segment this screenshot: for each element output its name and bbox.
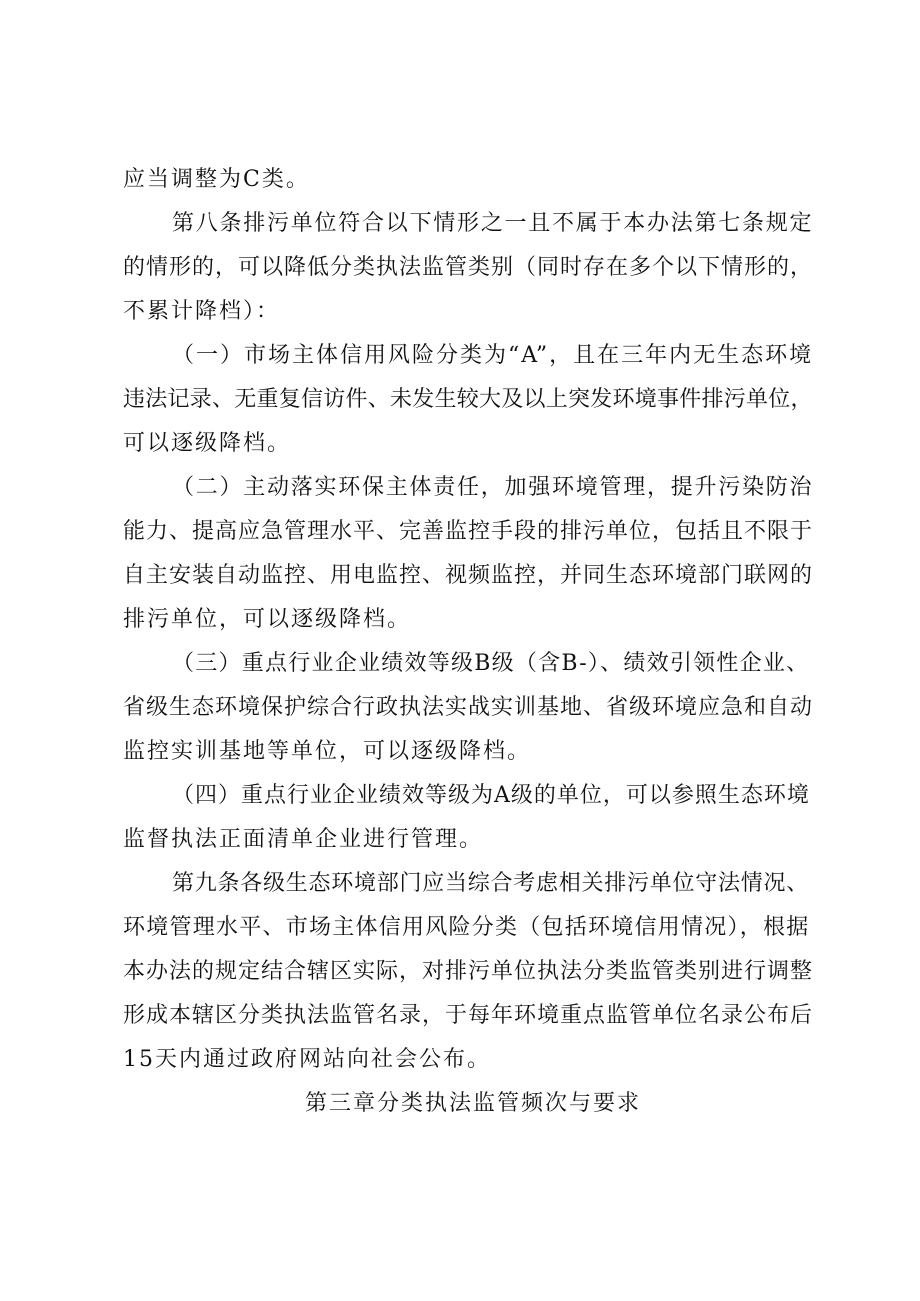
paragraph-line: 15天内通过政府网站向社会公布。 xyxy=(123,1047,491,1072)
paragraph-line: 形成本辖区分类执法监管名录，于每年环境重点监管单位名录公布后 xyxy=(123,1003,814,1028)
paragraph-line: 自主安装自动监控、用电监控、视频监控，并同生态环境部门联网的 xyxy=(123,563,814,588)
paragraph-line: 环境管理水平、市场主体信用风险分类（包括环境信用情况），根据 xyxy=(123,915,810,940)
paragraph-line: 监控实训基地等单位，可以逐级降档。 xyxy=(123,739,532,764)
list-item-4-line: （四）重点行业企业绩效等级为A级的单位，可以参照生态环境 xyxy=(172,783,810,808)
paragraph-line: 可以逐级降档。 xyxy=(123,431,292,456)
list-item-3-line: （三）重点行业企业绩效等级B级（含B-）、绩效引领性企业、 xyxy=(172,651,810,676)
paragraph-line: 监督执法正面清单企业进行管理。 xyxy=(123,827,484,852)
paragraph-line: 的情形的，可以降低分类执法监管类别（同时存在多个以下情形的， xyxy=(123,255,814,280)
chapter-title: 第三章分类执法监管频次与要求 xyxy=(305,1091,642,1116)
article-9-heading-line: 第九条各级生态环境部门应当综合考虑相关排污单位守法情况、 xyxy=(172,871,810,896)
list-item-2-line: （二）主动落实环保主体责任，加强环境管理，提升污染防治 xyxy=(172,475,814,500)
paragraph-line: 应当调整为C类。 xyxy=(123,167,310,192)
paragraph-line: 排污单位，可以逐级降档。 xyxy=(123,607,412,632)
paragraph-line: 违法记录、无重复信访件、未发生较大及以上突发环境事件排污单位， xyxy=(123,387,813,412)
paragraph-line: 本办法的规定结合辖区实际，对排污单位执法分类监管类别进行调整 xyxy=(123,959,814,984)
article-8-heading-line: 第八条排污单位符合以下情形之一且不属于本办法第七条规定 xyxy=(172,211,814,236)
paragraph-line: 能力、提高应急管理水平、完善监控手段的排污单位，包括且不限于 xyxy=(123,519,814,544)
list-item-1-line: （一）市场主体信用风险分类为“A”，且在三年内无生态环境 xyxy=(172,343,814,368)
paragraph-line: 省级生态环境保护综合行政执法实战实训基地、省级环境应急和自动 xyxy=(123,695,814,720)
paragraph-line: 不累计降档）： xyxy=(123,299,281,324)
